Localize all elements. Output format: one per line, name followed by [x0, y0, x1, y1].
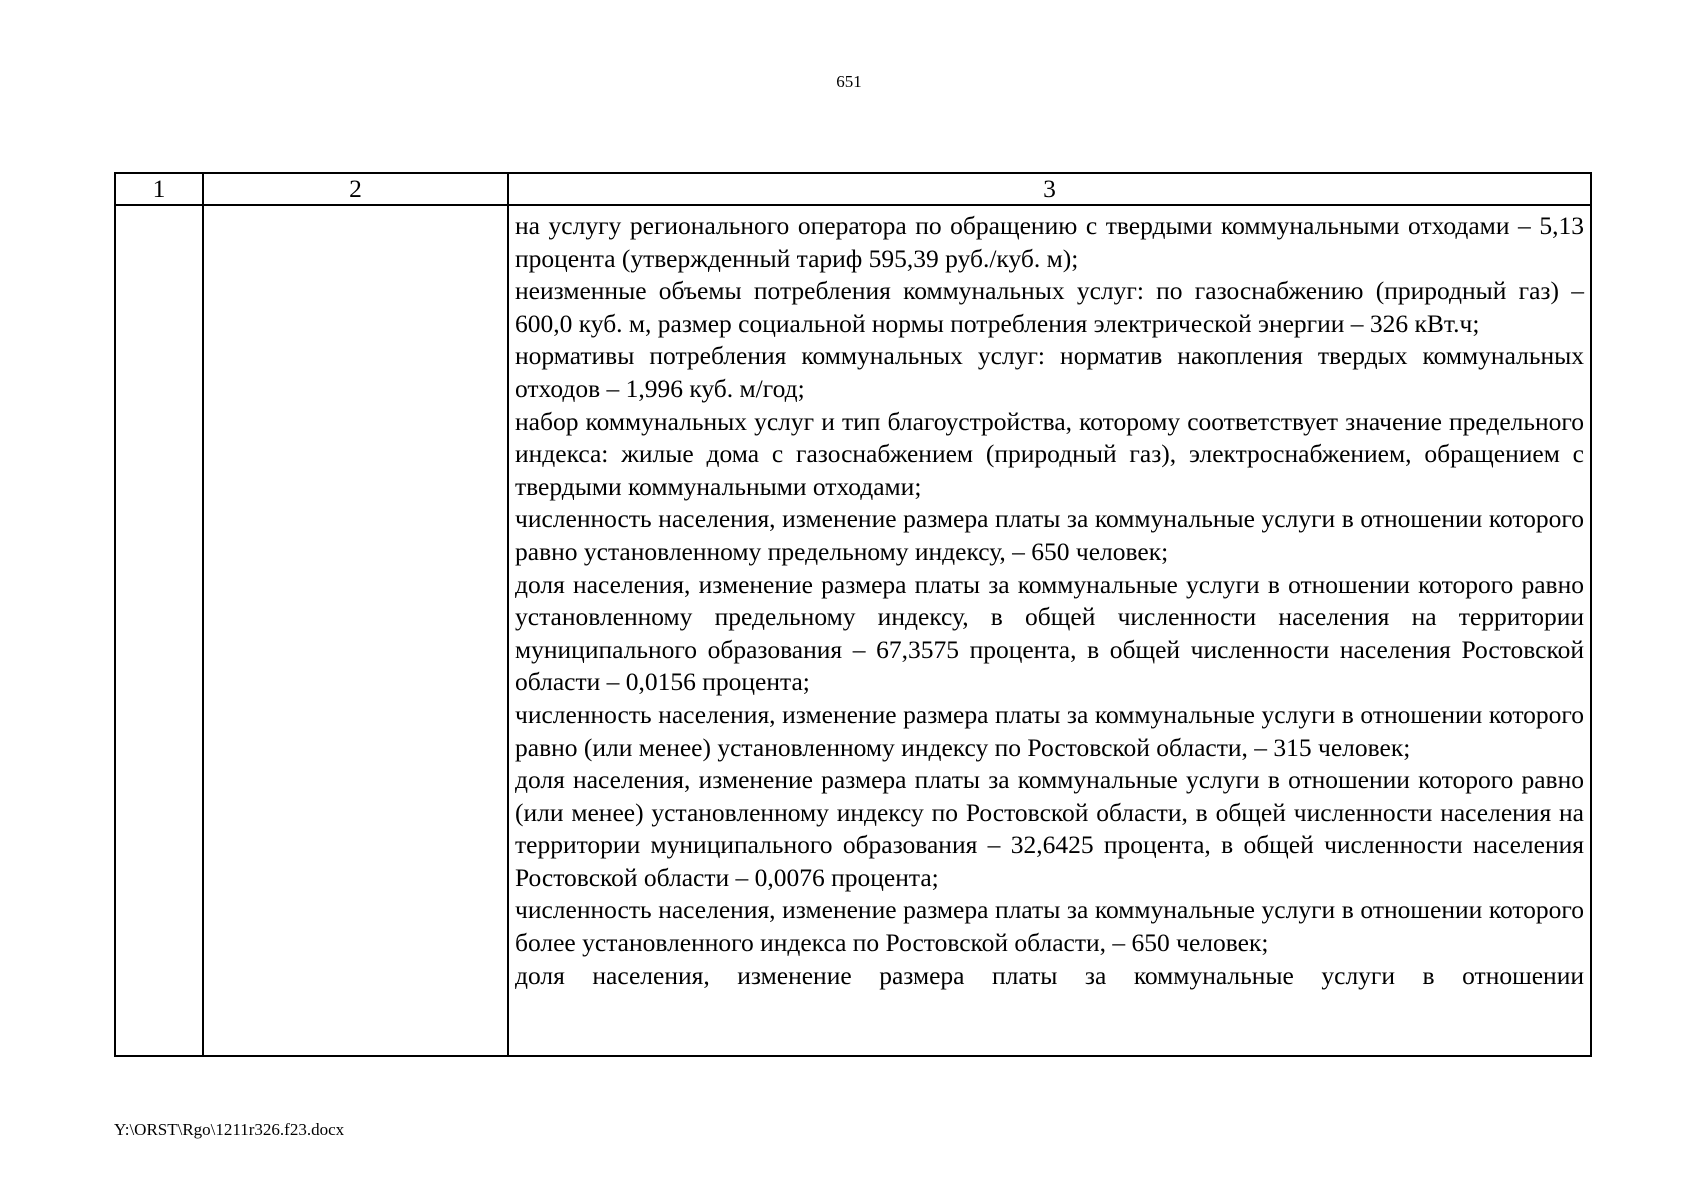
column-header-3: 3 — [508, 173, 1591, 205]
paragraph: численность населения, изменение размера платы за коммунальные услуги в отношении которого равно установленному предельному индексу, – 650 человек; — [515, 504, 1584, 566]
paragraph: численность населения, изменение размера платы за коммунальные услуги в отношении которого более установленного индекса по Ростовской области, – 650 человек; — [515, 895, 1584, 958]
column-header-1: 1 — [115, 173, 203, 205]
table-header-row — [115, 173, 1591, 205]
paragraph: численность населения, изменение размера платы за коммунальные услуги в отношении которого равно (или менее) установленному индексу по Ростовской области, – 315 человек; — [515, 699, 1584, 762]
paragraph: нормативы потребления коммунальных услуг: норматив накопления твердых коммунальных отходов – 1,996 куб. м/год; — [515, 341, 1584, 403]
cell-col-2 — [203, 205, 508, 1056]
column-header-2: 2 — [203, 173, 508, 205]
table-row — [115, 205, 1591, 1056]
paragraph: на услугу регионального оператора по обращению с твердыми коммунальными отходами – 5,13 процента (утвержденный тариф 595,39 руб./куб. м); — [515, 211, 1584, 273]
cell-col-3 — [508, 205, 1591, 1056]
file-path-footer: Y:\ORST\Rgo\1211r326.f23.docx — [114, 1120, 345, 1139]
cell-col-1 — [115, 205, 203, 1056]
page-number: 651 — [836, 72, 862, 91]
paragraph: доля населения, изменение размера платы за коммунальные услуги в отношении — [515, 960, 1584, 990]
paragraph: доля населения, изменение размера платы за коммунальные услуги в отношении которого равно установленному предельному индексу, в общей численности населения на территории муниципального образования – 67,3575 процента, в общей численности населения Ростовской области – 0,0156 процента; — [515, 569, 1584, 697]
paragraph: неизменные объемы потребления коммунальных услуг: по газоснабжению (природный газ) – 600,0 куб. м, размер социальной нормы потребления электрической энергии – 326 кВт.ч; — [515, 276, 1584, 338]
paragraph: набор коммунальных услуг и тип благоустройства, которому соответствует значение предельного индекса: жилые дома с газоснабжением (природный газ), электроснабжением, обращением с твердыми коммунальными отходами; — [515, 406, 1584, 501]
document-table — [114, 172, 1592, 1057]
paragraph: доля населения, изменение размера платы за коммунальные услуги в отношении которого равно (или менее) установленному индексу по Ростовской области, в общей численности населения на территории муниципального образования – 32,6425 процента, в общей численности населения Ростовской области – 0,0076 процента; — [515, 765, 1584, 892]
